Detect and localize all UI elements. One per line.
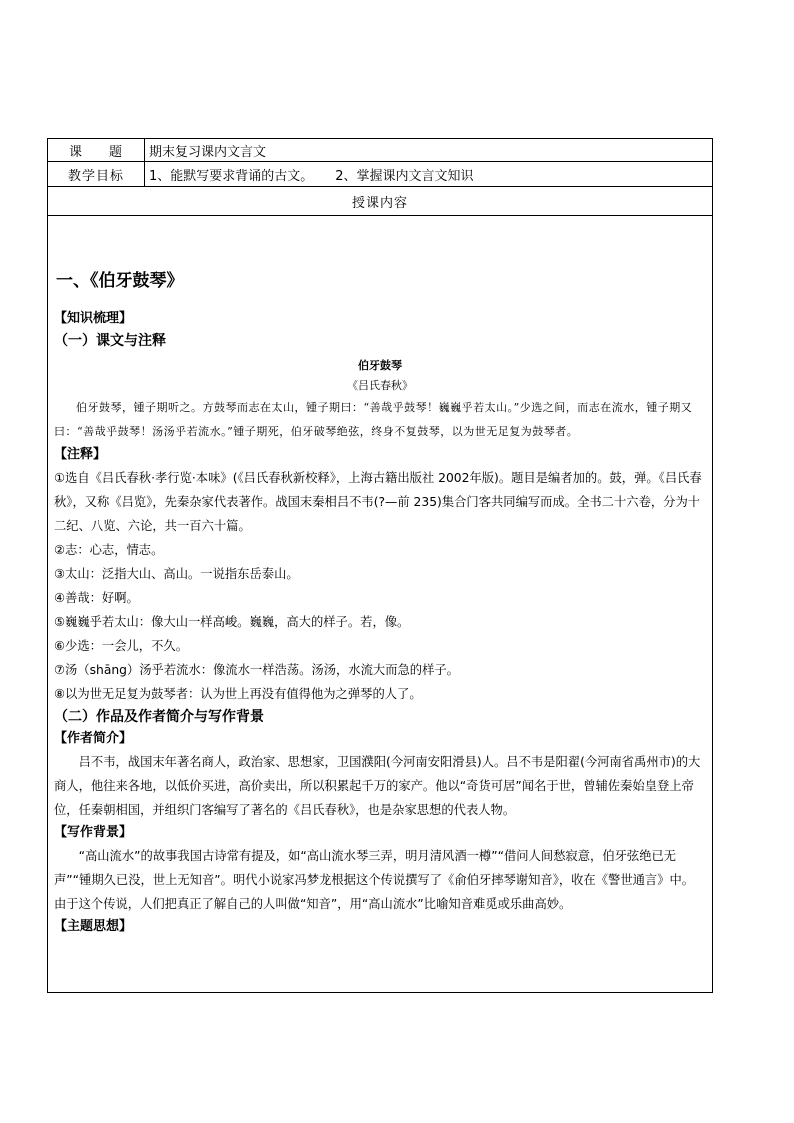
section-title: 一、《伯牙鼓琴》	[56, 271, 184, 291]
note-item: ⑥少选：一会儿，不久。	[54, 639, 188, 653]
background-heading: 【写作背景】	[54, 825, 133, 840]
passage-text: 伯牙鼓琴，锺子期听之。方鼓琴而志在太山，锺子期曰：“善哉乎鼓琴！巍巍乎若太山。”少选之间，而志在流水，锺子期又曰：“善哉乎鼓琴！汤汤乎若流水。”锺子期死，伯牙破琴绝弦，终身不复鼓琴，以为世无足复为鼓琴者。	[54, 401, 693, 438]
knowledge-heading: 【知识梳理】	[54, 311, 133, 326]
note-item: ⑦汤（shāng）汤乎若流水：像流水一样浩荡。汤汤，水流大而急的样子。	[54, 663, 459, 677]
lesson-sheet	[47, 138, 713, 993]
note-item: ④善哉：好啊。	[54, 591, 139, 605]
note-item: ⑧以为世无足复为鼓琴者：认为世上再没有值得他为之弹琴的人了。	[54, 687, 422, 701]
notes-heading: 【注释】	[54, 447, 107, 462]
lesson-header-table	[47, 138, 713, 216]
goal-label: 教学目标	[48, 162, 145, 187]
topic-value: 期末复习课内文言文	[145, 139, 713, 162]
background-text: “高山流水”的故事我国古诗常有提及，如“高山流水琴三弄，明月清风酒一樽”“借问人间愁寂意，伯牙弦绝已无声”“锺期久已没，世上无知音”。明代小说家冯梦龙根据这个传说撰写了《俞伯牙摔琴谢知音》，收在《警世通言》中。由于这个传说，人们把真正了解自己的人叫做“知音”，用“高山流水”比喻知音难觅或乐曲高妙。	[54, 849, 695, 911]
note-item: ③太山：泛指大山、高山。一说指东岳泰山。	[54, 567, 299, 581]
note-item: ⑤巍巍乎若太山：像大山一样高峻。巍巍，高大的样子。若，像。	[54, 615, 410, 629]
author-heading: 【作者简介】	[54, 731, 133, 746]
lesson-content	[47, 216, 713, 993]
note-item: ②志：心志，情志。	[54, 543, 164, 557]
subsection-author-background: （二）作品及作者简介与写作背景	[54, 709, 264, 725]
subsection-text-notes: （一）课文与注释	[54, 333, 166, 349]
passage-title: 伯牙鼓琴	[358, 359, 402, 372]
note-item: ①选自《吕氏春秋·孝行览·本味》(《吕氏春秋新校释》，上海古籍出版社 2002年版)。题目是编者加的。鼓，弹。《吕氏春秋》，又称《吕览》，先秦杂家代表著作。战国末秦相吕不韦(?—前 235)集合门客共同编写而成。全书二十六卷，分为十二纪、八览、六论，共一百六十篇。	[54, 471, 702, 533]
theme-heading: 【主题思想】	[54, 919, 133, 934]
goal-value: 1、能默写要求背诵的古文。 2、掌握课内文言文知识	[145, 162, 713, 187]
author-text: 吕不韦，战国末年著名商人，政治家、思想家，卫国濮阳(今河南安阳滑县)人。吕不韦是阳翟(今河南省禹州市)的大商人，他往来各地，以低价买进，高价卖出，所以积累起千万的家产。他以“奇货可居”闻名于世，曾辅佐秦始皇登上帝位，任秦朝相国，并组织门客编写了著名的《吕氏春秋》，也是杂家思想的代表人物。	[54, 755, 701, 817]
topic-label: 课 题	[48, 139, 145, 162]
content-label: 授课内容	[48, 187, 713, 216]
passage-author: 《吕氏春秋》	[347, 379, 413, 392]
